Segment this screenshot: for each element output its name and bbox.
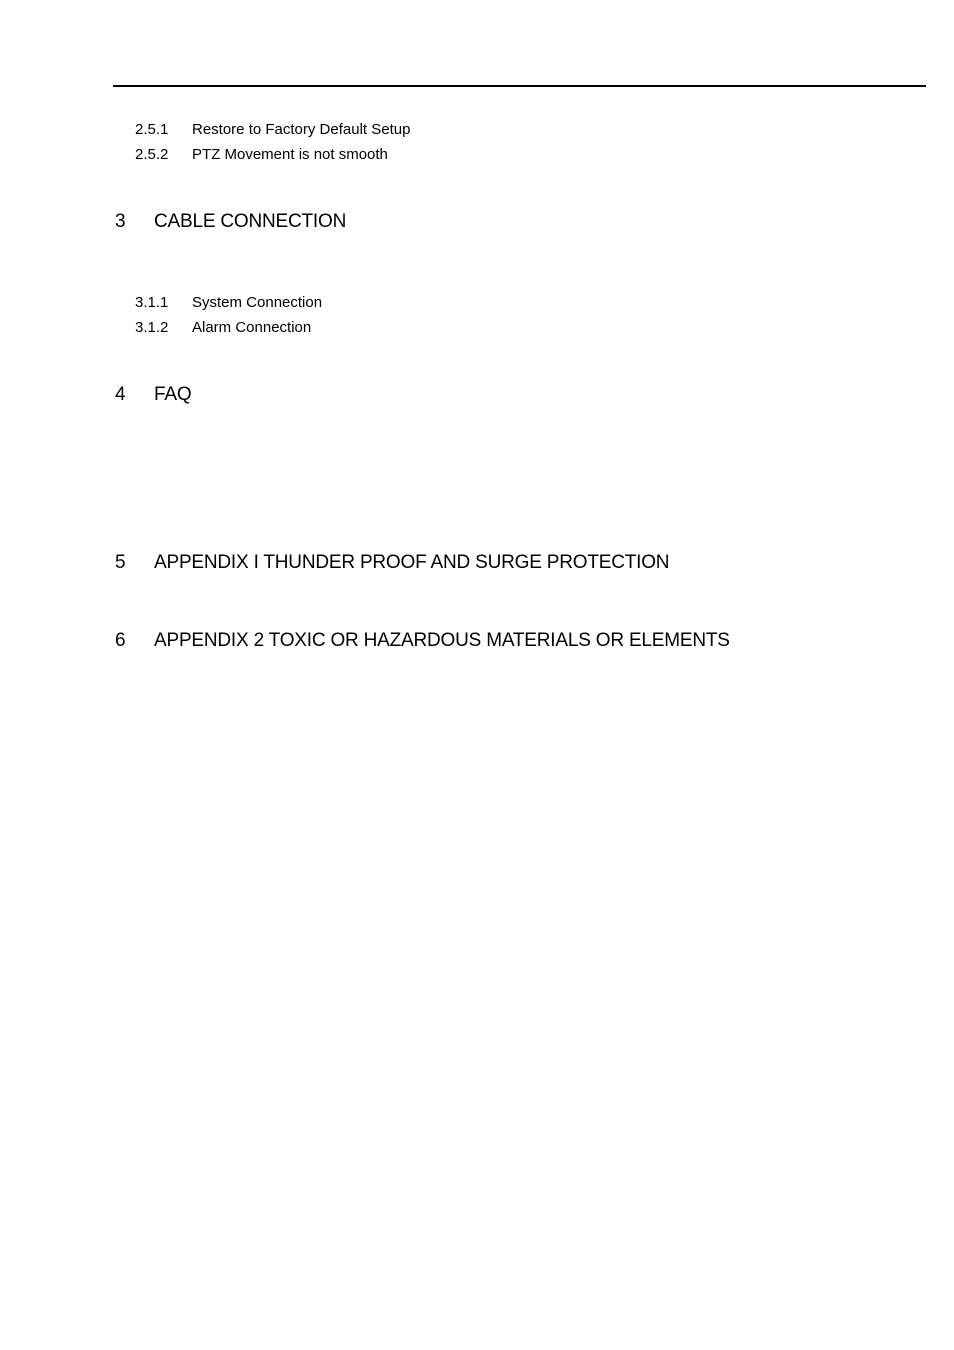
toc-entry-title: Restore to Factory Default Setup — [192, 121, 411, 138]
toc-entry-title: Alarm Connection — [192, 319, 312, 336]
toc-chapter-number: 3 — [115, 211, 126, 232]
toc-entry-3-1-1[interactable] — [135, 294, 322, 312]
toc-entry-number: 3.1.1 — [135, 294, 169, 311]
toc-chapter-3[interactable] — [115, 211, 346, 233]
toc-entry-title: System Connection — [192, 294, 323, 311]
toc-chapter-6[interactable] — [115, 630, 730, 652]
toc-entry-number: 3.1.2 — [135, 319, 169, 336]
toc-entry-number: 2.5.2 — [135, 146, 169, 163]
toc-entry-3-1-2[interactable] — [135, 319, 311, 337]
toc-chapter-number: 4 — [115, 384, 126, 405]
toc-entry-number: 2.5.1 — [135, 121, 169, 138]
toc-chapter-number: 5 — [115, 552, 126, 573]
toc-chapter-number: 6 — [115, 630, 126, 651]
header-rule — [113, 85, 926, 87]
toc-chapter-title: APPENDIX 2 TOXIC OR HAZARDOUS MATERIALS OR ELEMENTS — [154, 630, 730, 651]
toc-chapter-4[interactable] — [115, 384, 191, 406]
toc-entry-2-5-2[interactable] — [135, 146, 388, 164]
toc-entry-title: PTZ Movement is not smooth — [192, 146, 388, 163]
toc-chapter-title: APPENDIX I THUNDER PROOF AND SURGE PROTECTION — [154, 552, 670, 573]
toc-chapter-title: FAQ — [154, 384, 192, 405]
toc-chapter-5[interactable] — [115, 552, 669, 574]
toc-entry-2-5-1[interactable] — [135, 121, 410, 139]
toc-chapter-title: CABLE CONNECTION — [154, 211, 347, 232]
